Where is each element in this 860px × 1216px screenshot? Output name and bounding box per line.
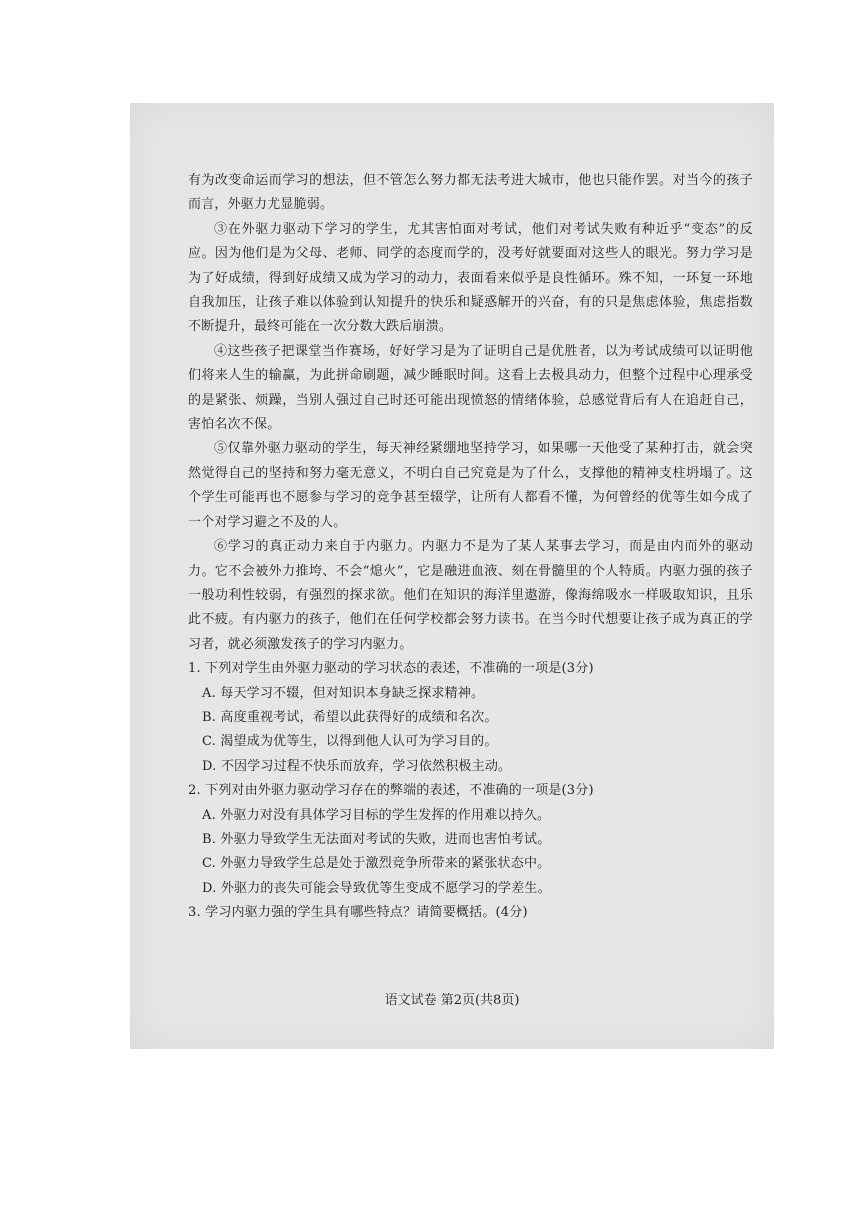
paragraph-5: ⑤仅靠外驱力驱动的学生，每天神经紧绷地坚持学习，如果哪一天他受了某种打击，就会突然觉得自己的坚持和努力毫无意义，不明白自己究竟是为了什么，支撑他的精神支柱坍塌了。这个学生可能再也不愿参与学习的竞争甚至辍学，让所有人都看不懂，为何曾经的优等生如今成了一个对学习避之不及的人。	[188, 441, 753, 530]
paragraph-3: ③在外驱力驱动下学习的学生，尤其害怕面对考试，他们对考试失败有种近乎“变态”的反应。因为他们是为父母、老师、同学的态度而学的，没考好就要面对这些人的眼光。努力学习是为了好成绩，得到好成绩又成为学习的动力，表面看来似乎是良性循环。殊不知，一环复一环地自我加压，让孩子难以体验到认知提升的快乐和疑惑解开的兴奋，有的只是焦虑体验，焦虑指数不断提升，最终可能在一次分数大跌后崩溃。	[188, 221, 753, 335]
question-1-stem: 1. 下列对学生由外驱力驱动的学习状态的表述，不准确的一项是(3分)	[188, 661, 594, 677]
question-2-option-b: B. 外驱力导致学生无法面对考试的失败，进而也害怕考试。	[202, 831, 551, 847]
question-2-stem: 2. 下列对由外驱力驱动学习存在的弊端的表述，不准确的一项是(3分)	[188, 783, 594, 799]
question-1-option-b: B. 高度重视考试，希望以此获得好的成绩和名次。	[202, 709, 498, 725]
question-2-option-d: D. 外驱力的丧失可能会导致优等生变成不愿学习的学差生。	[202, 880, 551, 896]
exam-paper-sheet	[130, 103, 774, 1049]
paragraph-continued: 有为改变命运而学习的想法，但不管怎么努力都无法考进大城市，他也只能作罢。对当今的孩子而言，外驱力尤显脆弱。	[188, 173, 753, 213]
paragraph-4: ④这些孩子把课堂当作赛场，好好学习是为了证明自己是优胜者，以为考试成绩可以证明他们将来人生的输赢，为此拼命刷题，减少睡眠时间。这看上去极具动力，但整个过程中心理承受的是紧张、烦躁，当别人强过自己时还可能出现愤怒的情绪体验，总感觉背后有人在追赶自己，害怕名次不保。	[188, 343, 753, 433]
question-2-option-a: A. 外驱力对没有具体学习目标的学生发挥的作用难以持久。	[202, 807, 551, 823]
exam-page-content	[188, 169, 753, 926]
question-2-option-c: C. 外驱力导致学生总是处于激烈竞争所带来的紧张状态中。	[202, 856, 551, 872]
question-3-stem: 3. 学习内驱力强的学生具有哪些特点？请简要概括。(4分)	[188, 905, 528, 921]
question-1-option-c: C. 渴望成为优等生，以得到他人认可为学习目的。	[202, 734, 498, 750]
question-1-option-a: A. 每天学习不辍，但对知识本身缺乏探求精神。	[202, 685, 485, 701]
paragraph-6: ⑥学习的真正动力来自于内驱力。内驱力不是为了某人某事去学习，而是由内而外的驱动力。它不会被外力推垮、不会“熄火”，它是融进血液、刻在骨髓里的个人特质。内驱力强的孩子一般功利性较弱，有强烈的探求欲。他们在知识的海洋里遨游，像海绵吸水一样吸取知识，且乐此不疲。有内驱力的孩子，他们在任何学校都会努力读书。在当今时代想要让孩子成为真正的学习者，就必须激发孩子的学习内驱力。	[188, 539, 753, 652]
page-footer: 语文试卷 第2页(共8页)	[384, 993, 520, 1008]
question-1-option-d: D. 不因学习过程不快乐而放弃，学习依然积极主动。	[202, 758, 512, 774]
